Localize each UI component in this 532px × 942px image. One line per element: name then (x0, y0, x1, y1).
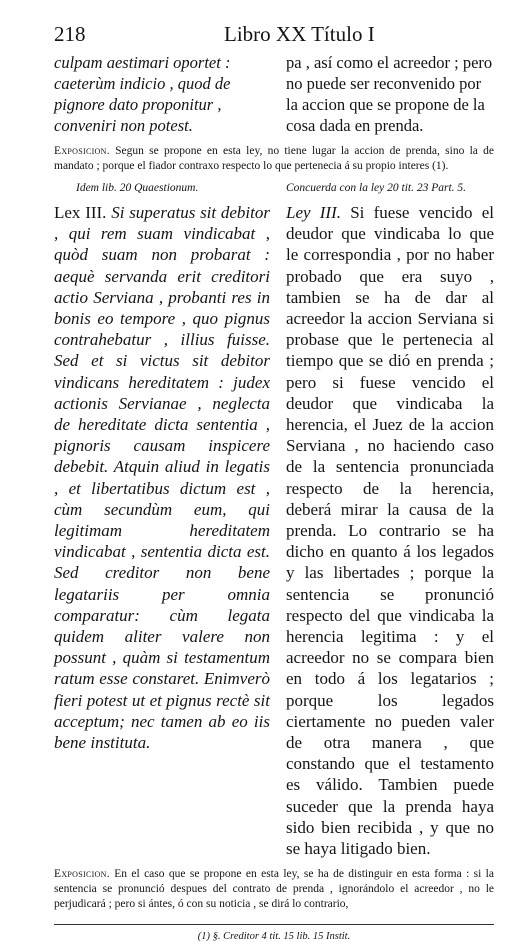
running-title: Libro XX Título I (224, 22, 375, 46)
latin-law-body: Si superatus sit debitor , qui rem suam vindicabat , quòd suam non probarat : aequè servanda erit creditori actio Serviana , probanti res in bonis eo tempore , quo pignus contrahebatur , illius fuisse. Sed et si victus sit debitor vindicans hereditatem : judex actionis Servianae , neglecta de hereditate dicta sententia , pignoris causam inspicere debebit. Atquin aliud in legatis , et libertatibus dictum est , cùm secundùm eum, qui legitimam hereditatem vindicabat , sententia dicta est. Sed creditor non bene legatariis per omnia comparatur: cùm legata quidem aliter valere non possunt , quàm si testamentum ratum esse constaret. Enimverò fieri potest ut et pignus rectè sit acceptum; nec tamen ab eo iis bene institutа. (54, 203, 270, 753)
footnote: (1) §. Creditor 4 tit. 15 lib. 15 Instit. (197, 931, 351, 942)
spanish-law-text (286, 202, 494, 859)
latin-source-ref: Idem lib. 20 Quaestionum. (76, 182, 199, 194)
spanish-concordance-ref: Concuerda con la ley 20 tit. 23 Part. 5. (286, 182, 467, 194)
footnote-divider (54, 924, 494, 925)
exposition-paragraph (54, 144, 494, 174)
exposition-text: Segun se propone en esta ley, no tiene lugar la accion de prenda, sino la de mandato ; porque el fiador contraxo respecto lo que pertenecia á su propio interes (1). (54, 145, 494, 172)
law-columns (54, 194, 494, 859)
reference-line (54, 182, 494, 194)
top-columns (54, 52, 494, 136)
exposition-text-2: En el caso que se propone en esta ley, se ha de distinguir en esta forma : si la sentencia se pronunció despues del contrato de prenda , ignorándolo el acreedor , no le perjudicará ; pero si ántes, ó con su noticia , se dirá lo contrario, (54, 868, 494, 911)
exposition-label-2: Exposicion. (54, 868, 110, 881)
spanish-continuation: pa , así como el acreedor ; pero no puede ser reconvenido por la accion que se propone de la cosa dada en prenda. (286, 53, 493, 135)
page-header (54, 22, 494, 52)
latin-continuation: culpam aestimari oportet : caeterùm indicio , quod de pignore dato proponitur , conveniri non potest. (54, 53, 231, 135)
page-number: 218 (54, 22, 86, 46)
latin-law-heading: Lex III. (54, 203, 107, 222)
spanish-law-heading: Ley III. (286, 203, 341, 222)
page (54, 22, 494, 942)
exposition-paragraph-2 (54, 867, 494, 912)
spanish-law-body: Si fuese vencido el deudor que vindicaba lo que le correspondia , por no haber probado que era suyo , tambien se ha de dar al acreedor la accion Serviana si probase que le pertenecia al tiempo que se dió en prenda ; pero si fuese vencido el deudor que vindicaba la herencia, el Juez de la accion Serviana , no haciendo caso de la sentencia pronunciada respecto de la herencia, deberá mirar la causa de la prenda. Lo contrario se ha dicho en quanto á los legados y las libertades ; porque la sentencia se pronunció respecto del que vindicaba la herencia legitima : y el acreedor no se compara bien en todo á los legatarios ; porque los legados ciertamente no pueden valer de otra manera , que constando que el testamento es válido. Tambien puede suceder que la prenda haya sido bien recibida , y que no se haya litigado bien. (286, 203, 494, 859)
exposition-label: Exposicion. (54, 145, 110, 157)
latin-law-text (54, 202, 270, 859)
